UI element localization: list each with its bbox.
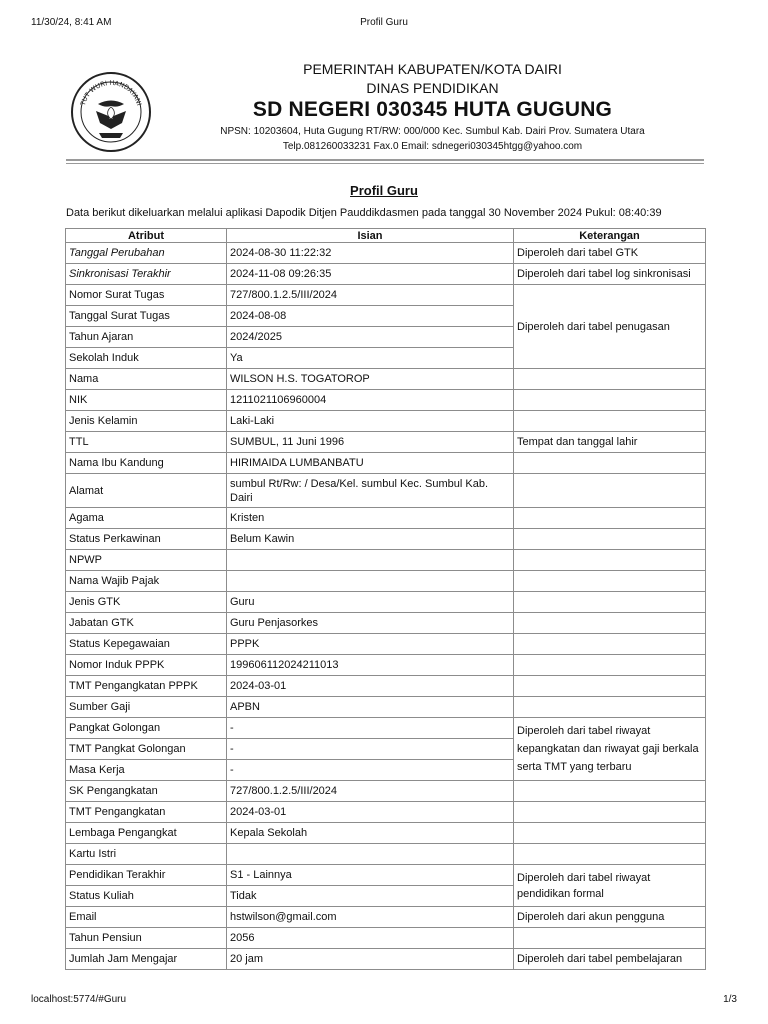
attr-cell: Tanggal Perubahan <box>66 243 227 264</box>
attr-cell: Jumlah Jam Mengajar <box>66 949 227 970</box>
note-cell <box>514 928 706 949</box>
tut-wuri-handayani-logo <box>66 71 156 153</box>
note-cell <box>514 844 706 865</box>
value-cell: 2024-08-08 <box>227 306 514 327</box>
value-cell: APBN <box>227 697 514 718</box>
attr-cell: Alamat <box>66 474 227 508</box>
value-cell: 727/800.1.2.5/III/2024 <box>227 285 514 306</box>
note-cell <box>514 529 706 550</box>
note-cell <box>514 613 706 634</box>
value-cell: - <box>227 760 514 781</box>
attr-cell: Status Perkawinan <box>66 529 227 550</box>
note-cell <box>514 453 706 474</box>
attr-cell: Tahun Pensiun <box>66 928 227 949</box>
table-row <box>66 781 706 802</box>
table-row <box>66 432 706 453</box>
attr-cell: Tanggal Surat Tugas <box>66 306 227 327</box>
print-datetime: 11/30/24, 8:41 AM <box>31 17 112 28</box>
school-contact: Telp.081260033231 Fax.0 Email: sdnegeri030345htgg@yahoo.com <box>282 141 583 152</box>
value-cell: 2024-03-01 <box>227 676 514 697</box>
note-cell: Diperoleh dari tabel log sinkronisasi <box>514 264 706 285</box>
table-row <box>66 802 706 823</box>
attr-cell: Sekolah Induk <box>66 348 227 369</box>
header-divider <box>66 159 704 161</box>
attr-cell: Masa Kerja <box>66 760 227 781</box>
attr-cell: NIK <box>66 390 227 411</box>
kop-dinas: DINAS PENDIDIKAN <box>366 80 499 96</box>
note-cell: Diperoleh dari tabel penugasan <box>514 285 706 369</box>
value-cell: 727/800.1.2.5/III/2024 <box>227 781 514 802</box>
note-cell <box>514 676 706 697</box>
value-cell: Kepala Sekolah <box>227 823 514 844</box>
attr-cell: Kartu Istri <box>66 844 227 865</box>
value-cell: Laki-Laki <box>227 411 514 432</box>
print-title: Profil Guru <box>360 17 408 28</box>
page-title: Profil Guru <box>350 183 418 198</box>
note-cell <box>514 655 706 676</box>
value-cell: Tidak <box>227 886 514 907</box>
value-cell: - <box>227 718 514 739</box>
attr-cell: Jabatan GTK <box>66 613 227 634</box>
note-cell <box>514 550 706 571</box>
page-number: 1/3 <box>723 994 737 1005</box>
attr-cell: Nama Ibu Kandung <box>66 453 227 474</box>
note-cell <box>514 369 706 390</box>
value-cell <box>227 844 514 865</box>
note-cell: Diperoleh dari tabel riwayat kepangkatan dan riwayat gaji berkala serta TMT yang terbaru <box>514 718 706 781</box>
attr-cell: TTL <box>66 432 227 453</box>
header-divider-thin <box>66 163 704 164</box>
table-row <box>66 264 706 285</box>
table-row <box>66 550 706 571</box>
value-cell: 2024/2025 <box>227 327 514 348</box>
attr-cell: Status Kuliah <box>66 886 227 907</box>
table-row <box>66 453 706 474</box>
value-cell: S1 - Lainnya <box>227 865 514 886</box>
table-row <box>66 243 706 264</box>
table-row <box>66 613 706 634</box>
print-header <box>31 17 737 31</box>
school-name: SD NEGERI 030345 HUTA GUGUNG <box>252 98 613 121</box>
attr-cell: Jenis Kelamin <box>66 411 227 432</box>
attr-cell: Status Kepegawaian <box>66 634 227 655</box>
table-row <box>66 928 706 949</box>
table-row <box>66 844 706 865</box>
value-cell: Kristen <box>227 508 514 529</box>
table-row <box>66 718 706 739</box>
attr-cell: TMT Pangkat Golongan <box>66 739 227 760</box>
table-header-row <box>66 229 706 243</box>
attr-cell: Tahun Ajaran <box>66 327 227 348</box>
note-cell: Tempat dan tanggal lahir <box>514 432 706 453</box>
intro-text: Data berikut dikeluarkan melalui aplikasi Dapodik Ditjen Pauddikdasmen pada tanggal 30 November 2024 Pukul: 08:40:39 <box>66 207 662 219</box>
value-cell: Ya <box>227 348 514 369</box>
value-cell: 2024-11-08 09:26:35 <box>227 264 514 285</box>
table-row <box>66 285 706 306</box>
value-cell: Guru <box>227 592 514 613</box>
note-cell <box>514 411 706 432</box>
table-row <box>66 949 706 970</box>
table-row <box>66 529 706 550</box>
table-row <box>66 474 706 508</box>
print-footer <box>31 994 737 1008</box>
value-cell: SUMBUL, 11 Juni 1996 <box>227 432 514 453</box>
value-cell: 20 jam <box>227 949 514 970</box>
note-cell <box>514 390 706 411</box>
value-cell: 2024-03-01 <box>227 802 514 823</box>
note-cell: Diperoleh dari tabel pembelajaran <box>514 949 706 970</box>
attr-cell: Pendidikan Terakhir <box>66 865 227 886</box>
attr-cell: Sumber Gaji <box>66 697 227 718</box>
attr-cell: Nomor Surat Tugas <box>66 285 227 306</box>
table-row <box>66 369 706 390</box>
attr-cell: TMT Pengangkatan <box>66 802 227 823</box>
table-row <box>66 697 706 718</box>
value-cell: WILSON H.S. TOGATOROP <box>227 369 514 390</box>
profile-table <box>65 228 706 970</box>
note-cell <box>514 474 706 508</box>
header-atribut: Atribut <box>66 229 227 243</box>
header-isian: Isian <box>227 229 514 243</box>
table-row <box>66 508 706 529</box>
value-cell: PPPK <box>227 634 514 655</box>
svg-text:TUT WURI HANDAYANI: TUT WURI HANDAYANI <box>78 78 144 107</box>
header-keterangan: Keterangan <box>514 229 706 243</box>
note-cell <box>514 781 706 802</box>
attr-cell: Email <box>66 907 227 928</box>
note-cell: Diperoleh dari tabel riwayat pendidikan formal <box>514 865 706 907</box>
kop-pemerintah: PEMERINTAH KABUPATEN/KOTA DAIRI <box>303 61 562 77</box>
table-row <box>66 634 706 655</box>
value-cell: sumbul Rt/Rw: / Desa/Kel. sumbul Kec. Sumbul Kab. Dairi <box>227 474 514 508</box>
table-row <box>66 571 706 592</box>
note-cell <box>514 697 706 718</box>
attr-cell: NPWP <box>66 550 227 571</box>
value-cell <box>227 550 514 571</box>
note-cell <box>514 592 706 613</box>
value-cell: - <box>227 739 514 760</box>
note-cell: Diperoleh dari akun pengguna <box>514 907 706 928</box>
attr-cell: Nama Wajib Pajak <box>66 571 227 592</box>
table-row <box>66 411 706 432</box>
table-row <box>66 390 706 411</box>
note-cell <box>514 508 706 529</box>
table-row <box>66 676 706 697</box>
page-url: localhost:5774/#Guru <box>31 994 127 1005</box>
value-cell: Belum Kawin <box>227 529 514 550</box>
attr-cell: Sinkronisasi Terakhir <box>66 264 227 285</box>
value-cell: Guru Penjasorkes <box>227 613 514 634</box>
value-cell: HIRIMAIDA LUMBANBATU <box>227 453 514 474</box>
attr-cell: SK Pengangkatan <box>66 781 227 802</box>
value-cell: 1211021106960004 <box>227 390 514 411</box>
table-row <box>66 655 706 676</box>
attr-cell: TMT Pengangkatan PPPK <box>66 676 227 697</box>
attr-cell: Nomor Induk PPPK <box>66 655 227 676</box>
attr-cell: Agama <box>66 508 227 529</box>
value-cell: hstwilson@gmail.com <box>227 907 514 928</box>
attr-cell: Lembaga Pengangkat <box>66 823 227 844</box>
note-cell <box>514 571 706 592</box>
note-cell <box>514 634 706 655</box>
note-cell <box>514 802 706 823</box>
table-row <box>66 907 706 928</box>
note-cell: Diperoleh dari tabel GTK <box>514 243 706 264</box>
value-cell: 2056 <box>227 928 514 949</box>
value-cell: 2024-08-30 11:22:32 <box>227 243 514 264</box>
table-row <box>66 823 706 844</box>
table-row <box>66 865 706 886</box>
note-cell <box>514 823 706 844</box>
attr-cell: Pangkat Golongan <box>66 718 227 739</box>
attr-cell: Jenis GTK <box>66 592 227 613</box>
value-cell <box>227 571 514 592</box>
attr-cell: Nama <box>66 369 227 390</box>
school-address: NPSN: 10203604, Huta Gugung RT/RW: 000/000 Kec. Sumbul Kab. Dairi Prov. Sumatera Utara <box>220 126 645 137</box>
value-cell: 199606112024211013 <box>227 655 514 676</box>
table-row <box>66 592 706 613</box>
